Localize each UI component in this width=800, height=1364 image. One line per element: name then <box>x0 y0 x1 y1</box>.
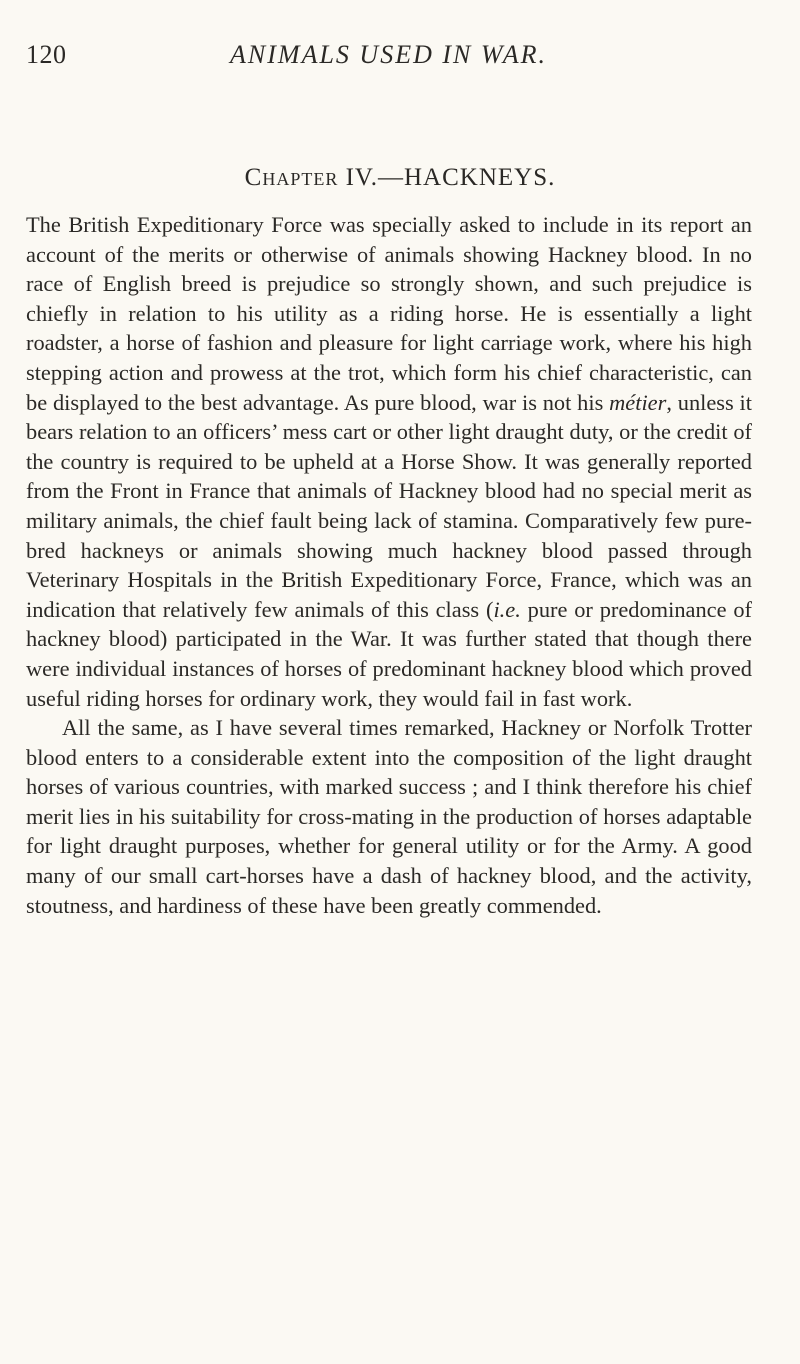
italic-ie: i.e. <box>493 596 521 622</box>
chapter-heading <box>0 164 800 192</box>
chapter-label: Chapter <box>244 164 339 191</box>
paragraph-1-text-c: pure or predominance of hackney blood) participated in the War. It was further stated that though there were individual instances of horses of predominant hackney blood which proved useful riding horses for ordinary work, they would fail in fast work. <box>26 596 752 711</box>
body-text <box>26 210 752 920</box>
paragraph-1-text-a: The British Expeditionary Force was specially asked to include in its report an account of the merits or otherwise of animals showing Hackney blood. In no race of English breed is prejudice so strongly shown, and such prejudice is chiefly in relation to his utility as a riding horse. He is essentially a light roadster, a horse of fashion and pleasure for light carriage work, where his high stepping action and prowess at the trot, which form his chief characteristic, can be displayed to the best advantage. As pure blood, war is not his <box>26 212 752 415</box>
paragraph-1-text-b: , unless it bears relation to an officers’ mess cart or other light draught duty, or the credit of the country is required to be upheld at a Horse Show. It was generally reported from the Front in France that animals of Hackney blood had no special merit as military animals, the chief fault being lack of stamina. Comparatively few pure-bred hackneys or animals showing much hackney blood passed through Veterinary Hospitals in the British Expeditionary Force, France, which was an indication that relatively few animals of this class ( <box>26 389 752 622</box>
chapter-title: IV.—HACKNEYS. <box>345 164 556 191</box>
running-head <box>26 40 751 80</box>
page-number: 120 <box>26 40 67 69</box>
running-title: ANIMALS USED IN WAR. <box>230 40 547 69</box>
paragraph-1 <box>26 210 752 713</box>
italic-metier: métier <box>609 389 667 415</box>
paragraph-2: All the same, as I have several times remarked, Hackney or Norfolk Trotter blood enters to a considerable extent into the composition of the light draught horses of various countries, with marked success ; and I think therefore his chief merit lies in his suitability for cross-mating in the production of horses adaptable for light draught purposes, whether for general utility or for the Army. A good many of our small cart-horses have a dash of hackney blood, and the activity, stoutness, and hardiness of these have been greatly commended. <box>26 715 752 918</box>
